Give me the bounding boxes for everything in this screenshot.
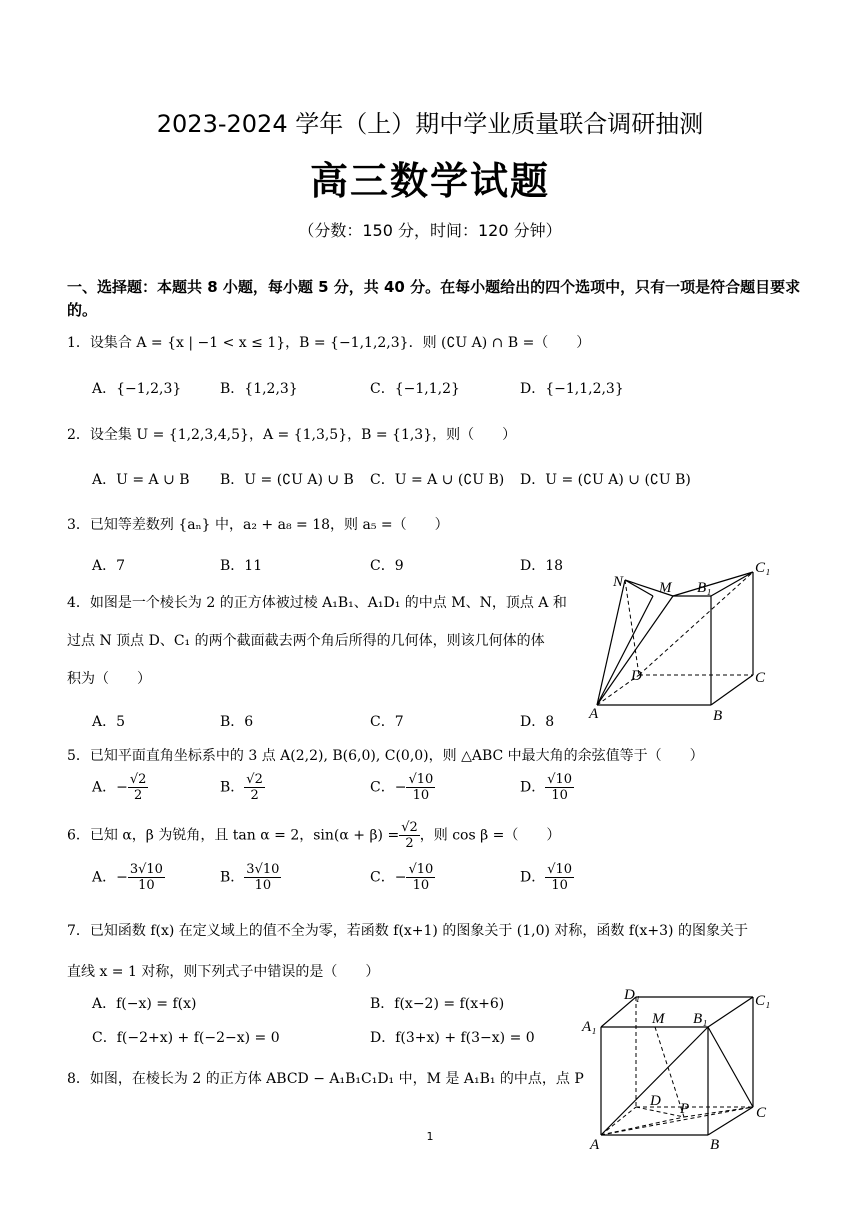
q5-option-c: C．− $\frac{√10}{10}$: [370, 772, 434, 803]
fig1-label-c: C: [755, 670, 766, 686]
fig2-label-c1: C₁: [755, 993, 771, 1009]
question-7-line-1: 7．已知函数 f(x) 在定义域上的值不全为零，若函数 f(x+1) 的图象关于 (1,0) 对称，函数 f(x+3) 的图象关于: [67, 923, 748, 939]
figure-cut-cube: [585, 560, 785, 725]
fig1-label-b: B: [713, 708, 723, 724]
question-8-stem: 8．如图，在棱长为 2 的正方体 ABCD − A₁B₁C₁D₁ 中，M 是 A₁B₁ 的中点，点 P: [67, 1071, 584, 1087]
question-3-stem: 3．已知等差数列 {aₙ} 中，a₂ + a₈ = 18，则 a₅ =（ ）: [67, 517, 449, 533]
exam-title: 2023-2024 学年（上）期中学业质量联合调研抽测: [156, 110, 704, 138]
fig2-label-b: B: [710, 1137, 720, 1153]
q6-option-b: B． $\frac{3√10}{10}$: [220, 862, 280, 893]
q4-line-2: 过点 N 顶点 D、C₁ 的两个截面截去两个角后所得的几何体，则该几何体的体: [67, 633, 545, 649]
fig1-label-m: M: [659, 580, 672, 596]
q4-option-b: B．6: [220, 714, 254, 730]
fig2-label-d1: D₁: [624, 987, 641, 1003]
q4-line-1: 4．如图是一个棱长为 2 的正方体被过棱 A₁B₁、A₁D₁ 的中点 M、N，顶点 A 和: [67, 595, 567, 611]
fig2-label-c: C: [756, 1105, 767, 1121]
question-1-stem: 1．设集合 A = {x | −1 < x ≤ 1}，B = {−1,1,2,3}．则 (∁U A) ∩ B =（ ）: [67, 335, 591, 351]
q5-option-b: B． $\frac{√2}{2}$: [220, 772, 263, 803]
fig1-label-a: A: [589, 706, 599, 722]
q7-option-b: B．f(x−2) = f(x+6): [370, 996, 505, 1012]
q7-option-c: C．f(−2+x) + f(−2−x) = 0: [92, 1030, 280, 1046]
q1-option-d: D．{−1,1,2,3}: [520, 381, 624, 397]
fig1-label-n: N: [613, 574, 624, 590]
q1-option-b: B．{1,2,3}: [220, 381, 298, 397]
question-4-stem: [67, 584, 567, 698]
page-number: 1: [426, 1130, 434, 1143]
fig1-label-c1: C₁: [755, 560, 771, 576]
q7-option-a: A．f(−x) = f(x): [92, 996, 197, 1012]
q7-option-d: D．f(3+x) + f(3−x) = 0: [370, 1030, 535, 1046]
q1-option-a: A．{−1,2,3}: [92, 381, 182, 397]
q2-option-a: A．U = A ∪ B: [92, 472, 190, 488]
q3-option-b: B．11: [220, 558, 263, 574]
section-heading: 一、选择题：本题共 8 小题，每小题 5 分，共 40 分。在每小题给出的四个选项中，只有一项是符合题目要求的。: [67, 278, 801, 319]
q3-option-d: D．18: [520, 558, 564, 574]
fig2-label-p: P: [680, 1101, 690, 1117]
question-5-stem: 5．已知平面直角坐标系中的 3 点 A(2,2), B(6,0), C(0,0)，则 △ABC 中最大角的余弦值等于（ ）: [67, 748, 704, 764]
q2-option-b: B．U = (∁U A) ∪ B: [220, 472, 354, 488]
question-7-line-2: 直线 x = 1 对称，则下列式子中错误的是（ ）: [67, 964, 380, 980]
q2-option-d: D．U = (∁U A) ∪ (∁U B): [520, 472, 691, 488]
fig2-label-a: A: [590, 1137, 600, 1153]
q5-option-a: A．− $\frac{√2}{2}$: [92, 772, 147, 803]
fig2-label-d: D: [650, 1093, 661, 1109]
question-6-stem: 6．已知 α，β 为锐角，且 tan α = 2，sin(α + β) = $\frac{√2}{2}$ ，则 cos β =（ ）: [67, 820, 561, 851]
q1-option-c: C．{−1,1,2}: [370, 381, 460, 397]
q6-option-c: C．− $\frac{√10}{10}$: [370, 862, 434, 893]
q5-option-d: D． $\frac{√10}{10}$: [520, 772, 573, 803]
q3-option-a: A．7: [92, 558, 126, 574]
main-title: 高三数学试题: [309, 159, 550, 203]
q6-option-d: D． $\frac{√10}{10}$: [520, 862, 573, 893]
q3-option-c: C．9: [370, 558, 404, 574]
q4-option-c: C．7: [370, 714, 404, 730]
fig2-label-a1: A₁: [582, 1019, 597, 1035]
q2-option-c: C．U = A ∪ (∁U B): [370, 472, 505, 488]
q4-line-3: 积为（ ）: [67, 671, 151, 687]
q6-option-a: A．− $\frac{3√10}{10}$: [92, 862, 163, 893]
fig2-label-b1: B₁: [693, 1011, 708, 1027]
fig1-label-d: D: [631, 668, 642, 684]
question-2-stem: 2．设全集 U = {1,2,3,4,5}，A = {1,3,5}，B = {1,3}，则（ ）: [67, 427, 517, 443]
q4-option-d: D．8: [520, 714, 555, 730]
fig1-label-b1: B₁: [697, 580, 712, 596]
q4-option-a: A．5: [92, 714, 126, 730]
fig2-label-m: M: [652, 1011, 665, 1027]
score-info: （分数：150 分，时间：120 分钟）: [298, 221, 562, 240]
